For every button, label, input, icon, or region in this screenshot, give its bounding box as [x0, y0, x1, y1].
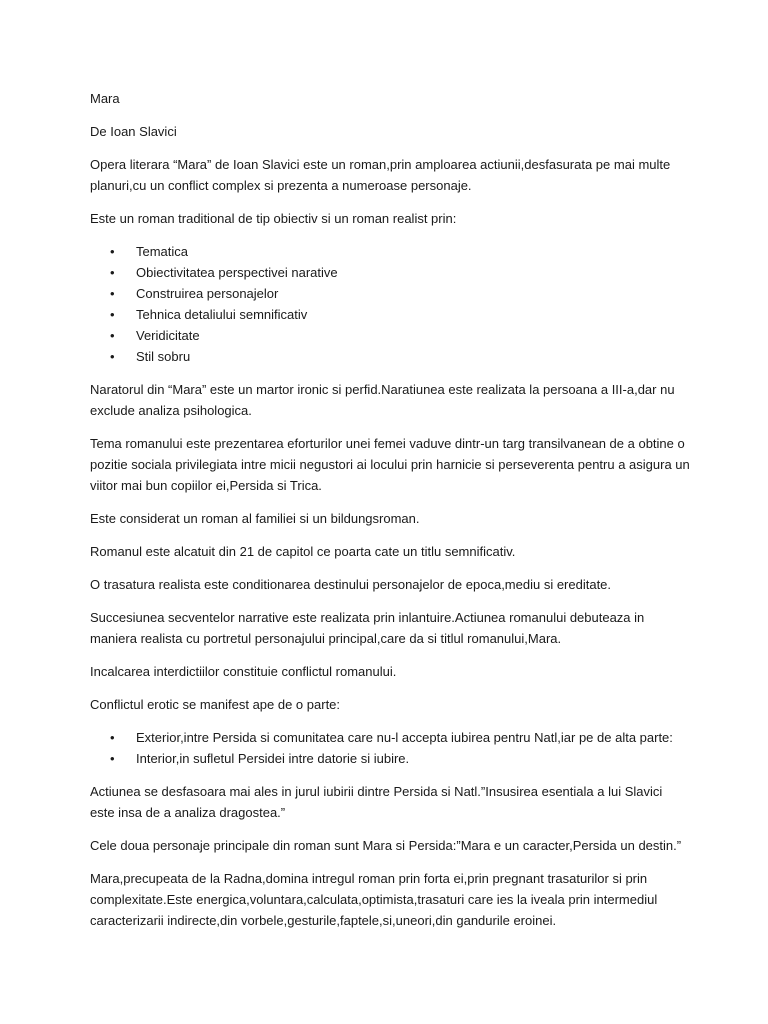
paragraph-main-characters: Cele doua personaje principale din roman sunt Mara si Persida:”Mara e un caracter,Persida un destin.” — [90, 838, 682, 853]
paragraph-sequence: Succesiunea secventelor narrative este realizata prin inlantuire.Actiunea romanului debuteaza in maniera realista cu portretul personajului principal,care da si titlul romanului,Mara. — [90, 610, 645, 646]
list-item: • Construirea personajelor — [136, 283, 690, 304]
paragraph-chapters: Romanul este alcatuit din 21 de capitol ce poarta cate un titlu semnificativ. — [90, 544, 516, 559]
realist-traits-list — [90, 241, 690, 367]
paragraph-realist-traits-intro: Este un roman traditional de tip obiectiv si un roman realist prin: — [90, 211, 457, 226]
paragraph-mara-character: Mara,precupeata de la Radna,domina intregul roman prin forta ei,prin pregnant trasaturilor si prin complexitate.Este energica,voluntara,calculata,optimista,trasaturi care ies la iveala prin intermediul caracterizarii indirecte,din vorbele,gesturile,faptele,si,uneori,din gandurile eroinei. — [90, 871, 658, 928]
list-item: • Tehnica detaliului semnificativ — [136, 304, 690, 325]
document-page — [90, 88, 690, 943]
paragraph-bildungsroman: Este considerat un roman al familiei si un bildungsroman. — [90, 511, 420, 526]
paragraph-intro: Opera literara “Mara” de Ioan Slavici este un roman,prin amploarea actiunii,desfasurata pe mai multe planuri,cu un conflict complex si prezenta a numeroase personaje. — [90, 157, 671, 193]
list-item: • Tematica — [136, 241, 690, 262]
paragraph-realist-feature: O trasatura realista este conditionarea destinului personajelor de epoca,mediu si ereditate. — [90, 577, 612, 592]
paragraph-theme: Tema romanului este prezentarea eforturilor unei femei vaduve dintr-un targ transilvanean de a obtine o pozitie sociala privilegiata intre micii negustori ai locului prin harnicie si perseverenta pentru a asigura un viitor mai bun copiilor ei,Persida si Trica. — [90, 436, 690, 493]
paragraph-narrator: Naratorul din “Mara” este un martor ironic si perfid.Naratiunea este realizata la persoana a III-a,dar nu exclude analiza psihologica. — [90, 382, 675, 418]
paragraph-love: Actiunea se desfasoara mai ales in jurul iubirii dintre Persida si Natl.”Insusirea esentiala a lui Slavici este insa de a analiza dragostea.” — [90, 784, 663, 820]
list-item: • Interior,in sufletul Persidei intre datorie si iubire. — [136, 748, 690, 769]
document-title: Mara — [90, 91, 120, 106]
paragraph-erotic-conflict: Conflictul erotic se manifest ape de o parte: — [90, 697, 341, 712]
paragraph-conflict: Incalcarea interdictiilor constituie conflictul romanului. — [90, 664, 397, 679]
list-item: • Obiectivitatea perspectivei narative — [136, 262, 690, 283]
list-item: • Stil sobru — [136, 346, 690, 367]
conflict-list — [90, 727, 690, 769]
list-item: • Veridicitate — [136, 325, 690, 346]
document-author: De Ioan Slavici — [90, 124, 177, 139]
list-item: • Exterior,intre Persida si comunitatea care nu-l accepta iubirea pentru Natl,iar pe de alta parte: — [136, 727, 690, 748]
